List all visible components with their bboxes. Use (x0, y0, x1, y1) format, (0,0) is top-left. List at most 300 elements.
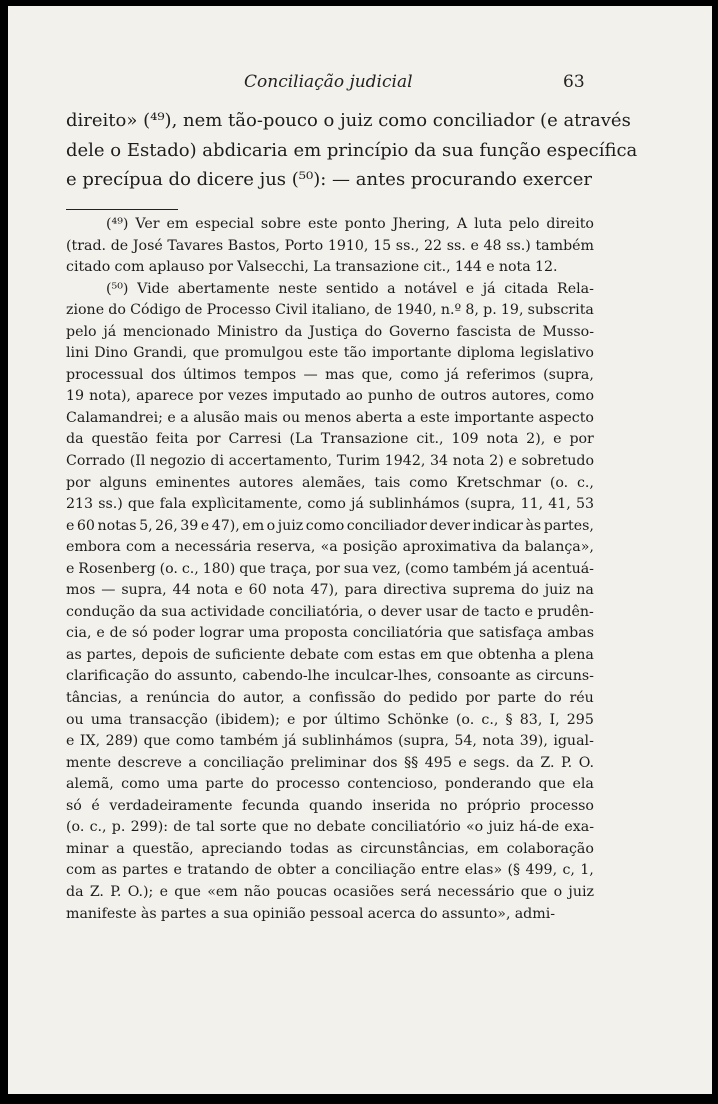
word: o (266, 517, 276, 534)
word: partes (160, 905, 207, 922)
word: «a (320, 539, 338, 556)
word: a (210, 905, 220, 922)
word: e (470, 237, 479, 254)
word: fascista (456, 323, 512, 340)
word: tratando (187, 862, 250, 879)
word: 19, (500, 302, 524, 319)
word: notas (97, 517, 137, 534)
word: pelo (66, 323, 97, 340)
word: circunstâncias, (360, 840, 470, 857)
word: a (321, 862, 330, 879)
word: conciliatória, (269, 603, 364, 620)
word: outros (440, 388, 487, 405)
word: 11, (520, 496, 544, 513)
word: 15 (373, 237, 392, 254)
word: dever (429, 517, 470, 534)
word: ao (345, 388, 363, 405)
word: em (476, 840, 499, 857)
word: Código (130, 302, 181, 319)
footnote-50-line (66, 904, 594, 926)
word: às (525, 517, 542, 534)
word: 295 (566, 711, 594, 728)
word: usar (425, 603, 458, 620)
word: inserida (372, 797, 431, 814)
word: por (208, 259, 233, 276)
word: estas (378, 646, 416, 663)
text-line: e precípua do dicere jus (⁵⁰): — antes procurando exercer (66, 169, 592, 190)
footnote-50-line (66, 516, 594, 538)
word: 12. (534, 259, 558, 276)
footnote-50-line (66, 559, 594, 581)
word: vez, (372, 560, 401, 577)
word: (supra, (464, 496, 516, 513)
word: ocasiões (333, 883, 395, 900)
word: punho (367, 388, 413, 405)
word: em (166, 216, 189, 232)
word: réu (569, 690, 594, 707)
word: 289) (105, 733, 139, 750)
word: segs. (473, 754, 510, 771)
word: para (344, 582, 378, 599)
word: «em (207, 883, 238, 900)
word: § (505, 711, 513, 728)
word: menos (304, 409, 352, 426)
word: que (538, 776, 566, 793)
word: de (184, 302, 203, 319)
word: promulgou (224, 345, 303, 362)
footnote-50-line (66, 796, 594, 818)
word: IX, (79, 733, 101, 750)
word: que, (361, 366, 393, 383)
word: ambas (547, 625, 594, 642)
word: não (244, 883, 271, 900)
word: mencionado (122, 323, 211, 340)
word: elas» (464, 862, 503, 879)
word: Grandi, (133, 345, 188, 362)
word: referimos (466, 366, 536, 383)
word: embora (66, 539, 121, 556)
word: ss. (446, 237, 466, 254)
word: sua (343, 560, 369, 577)
word: 8, (465, 302, 479, 319)
word: de (173, 819, 191, 836)
word: de (418, 388, 436, 405)
word: sublinhámos (368, 496, 460, 513)
word: c., (576, 474, 594, 491)
word: A (456, 216, 468, 232)
word: tempos (243, 366, 297, 383)
footnote-50-line (66, 300, 594, 322)
word: manifeste (66, 905, 137, 922)
word: a (541, 646, 550, 663)
word: direito (546, 216, 594, 232)
word: como (555, 388, 594, 405)
word: poucas (276, 883, 327, 900)
word: há-de (519, 819, 560, 836)
word: dos (150, 366, 176, 383)
word: do (154, 668, 172, 685)
word: exa- (564, 819, 594, 836)
running-title: Conciliação judicial (244, 72, 413, 92)
word: Bastos, (227, 237, 280, 254)
word: posição (343, 539, 398, 556)
word: conciliatória (352, 625, 443, 642)
word: 19 (66, 388, 85, 405)
word: sobre (260, 216, 301, 232)
word: autores, (491, 388, 551, 405)
word: as (101, 862, 118, 879)
word: accertamento, (228, 453, 333, 470)
word: dos (372, 754, 398, 771)
word: ss.) (98, 496, 123, 513)
word: 60 (248, 582, 267, 599)
word: ou (282, 409, 300, 426)
word: Turim (336, 453, 381, 470)
word: directiva (383, 582, 447, 599)
word: com (343, 646, 374, 663)
word: também (452, 560, 512, 577)
footnote-50-line (66, 774, 594, 796)
word: sobretudo (521, 453, 594, 470)
word: (o. (66, 819, 85, 836)
word: só (132, 625, 148, 642)
word: Tavares (167, 237, 224, 254)
word: Ministro (216, 323, 278, 340)
word: supra, (121, 582, 167, 599)
word: juiz (544, 582, 571, 599)
word: da (516, 754, 534, 771)
footnote-50-line (66, 473, 594, 495)
word: importante (454, 409, 535, 426)
word: suficiente (215, 646, 286, 663)
word: conciliatório (370, 819, 461, 836)
word: já (515, 560, 529, 577)
word: Porto (284, 237, 324, 254)
word: e (159, 883, 169, 900)
word: reserva, (256, 539, 316, 556)
word: debate (316, 819, 366, 836)
word: quando (309, 797, 363, 814)
word: (⁴⁹) (106, 216, 129, 232)
word: sua (161, 603, 187, 620)
word: O.); (127, 883, 154, 900)
word: c., (89, 819, 107, 836)
word: como (409, 474, 448, 491)
word: dever (380, 603, 422, 620)
word: e (553, 431, 562, 448)
word: por (465, 690, 490, 707)
footnote-50-line (66, 429, 594, 451)
word: que (447, 625, 475, 642)
word: mos (66, 582, 96, 599)
word: sublinhámos (302, 733, 393, 750)
word: de (374, 302, 392, 319)
word: (supra, (543, 366, 594, 383)
word: debate (289, 646, 339, 663)
word: a (188, 754, 197, 771)
footnotes (66, 214, 594, 925)
word: Rela- (557, 280, 594, 297)
word: alemães, (302, 474, 366, 491)
word: explìcitamente, (191, 496, 303, 513)
word: traça, (269, 560, 312, 577)
word: lograr (199, 625, 244, 642)
word: ss., (395, 237, 420, 254)
footnote-50-line (66, 602, 594, 624)
word: §§ (404, 754, 419, 771)
word: aparece (136, 388, 194, 405)
word: pessoal (309, 905, 364, 922)
word: e (66, 560, 75, 577)
word: de (461, 603, 480, 620)
word: (ibidem); (214, 711, 280, 728)
word: da (284, 323, 303, 340)
word: 5, (139, 517, 153, 534)
word: da (501, 539, 520, 556)
word: do (108, 302, 126, 319)
word: 1940, (396, 302, 437, 319)
word: 83, (519, 711, 543, 728)
word: sua (223, 905, 249, 922)
word: parte (205, 776, 244, 793)
word: prudên- (537, 603, 594, 620)
word: 1910, (327, 237, 369, 254)
word: P. (110, 883, 122, 900)
word: obter (277, 862, 316, 879)
word: «o (465, 819, 484, 836)
word: sentido (325, 280, 379, 297)
word: do (383, 690, 402, 707)
footnote-50-line (66, 322, 594, 344)
word: partes, (543, 517, 594, 534)
word: do (419, 905, 438, 922)
word: só (66, 797, 82, 814)
word: uma (167, 776, 199, 793)
word: fecunda (242, 797, 300, 814)
footnote-50-line (66, 753, 594, 775)
word: 2), (526, 431, 546, 448)
word: Corrado (66, 453, 126, 470)
word: no (439, 797, 458, 814)
word: aspecto (538, 409, 594, 426)
word: este (420, 409, 450, 426)
word: por (198, 388, 224, 405)
footnote-50-line (66, 839, 594, 861)
word: Musso- (542, 323, 594, 340)
word: tão (343, 345, 367, 362)
word: do (251, 776, 269, 793)
word: neste (278, 280, 318, 297)
word: pedido (408, 690, 458, 707)
word: de (254, 862, 272, 879)
word: e (200, 517, 210, 534)
word: da (66, 431, 84, 448)
word: que (174, 883, 201, 900)
footnote-50-line (66, 451, 594, 473)
word: igual- (553, 733, 594, 750)
word: já (350, 496, 364, 513)
word: nota (486, 431, 519, 448)
word: de (109, 625, 128, 642)
word: subscrita (527, 302, 594, 319)
word: este (308, 345, 339, 362)
footnote-50-line (66, 623, 594, 645)
word: como (121, 776, 160, 793)
word: alemã, (66, 776, 114, 793)
word: renúncia (146, 690, 210, 707)
word: do (521, 582, 539, 599)
word: importante (371, 345, 452, 362)
word: de (110, 237, 129, 254)
word: e (508, 453, 517, 470)
word: nota (452, 453, 485, 470)
word: que (261, 819, 289, 836)
word: n.º (440, 302, 462, 319)
word: poder (152, 625, 195, 642)
word: circuns- (536, 668, 594, 685)
word: 109 (451, 431, 479, 448)
main-text (66, 106, 638, 195)
word: acentuá- (531, 560, 594, 577)
word: actividade (190, 603, 265, 620)
word: (o. (549, 474, 569, 491)
word: ela (572, 776, 594, 793)
word: I, (549, 711, 560, 728)
word: da (139, 603, 157, 620)
word: uma (90, 711, 122, 728)
word: necessária (174, 539, 252, 556)
word: por (66, 474, 91, 491)
word: cabendo-lhe (242, 668, 330, 685)
word: juiz (488, 819, 514, 836)
word: Transazione (320, 431, 409, 448)
word: nota), (89, 388, 132, 405)
word: com (114, 259, 145, 276)
word: verdadeiramente (109, 797, 233, 814)
word: citada (504, 280, 549, 297)
word: também (535, 237, 594, 254)
word: suprema (452, 582, 516, 599)
word: descreve (117, 754, 182, 771)
word: 1942, (384, 453, 426, 470)
word: em (242, 517, 265, 534)
footnote-50-line (66, 365, 594, 387)
word: no (293, 819, 312, 836)
word: aproximativa (402, 539, 497, 556)
word: e (173, 862, 182, 879)
word: (trad. (66, 237, 107, 254)
word: 213 (66, 496, 94, 513)
word: a (116, 840, 125, 857)
word: tais (374, 474, 401, 491)
footnote-50-line (66, 580, 594, 602)
word: às (140, 905, 157, 922)
word: c., (481, 711, 499, 728)
word: as (66, 646, 82, 663)
word: autor, (243, 690, 285, 707)
word: as (515, 668, 532, 685)
word: e (96, 625, 105, 642)
word: contencioso, (347, 776, 438, 793)
word: (o. (455, 711, 475, 728)
word: entre (420, 862, 460, 879)
word: (Il (129, 453, 146, 470)
word: a (129, 690, 139, 707)
word: como (175, 733, 215, 750)
word: balança», (524, 539, 594, 556)
word: 26, (155, 517, 178, 534)
word: opinião (252, 905, 306, 922)
word: o (553, 883, 563, 900)
word: — (101, 582, 116, 599)
word: cit., (416, 431, 444, 448)
word: Civil (275, 302, 308, 319)
footnote-50-line (66, 408, 594, 430)
word: 41, (548, 496, 571, 513)
word: da (66, 883, 84, 900)
word: confissão (308, 690, 376, 707)
word: como (307, 496, 346, 513)
word: feita (155, 431, 189, 448)
word: 60 (76, 517, 95, 534)
word: 1, (580, 862, 594, 879)
word: por (569, 431, 594, 448)
word: preliminar (290, 754, 367, 771)
word: 47), (310, 582, 339, 599)
word: alguns (99, 474, 147, 491)
word: com (125, 539, 156, 556)
word: colaboração (506, 840, 594, 857)
word: diploma (457, 345, 515, 362)
footnote-50-line (66, 688, 594, 710)
word: c, (562, 862, 575, 879)
word: 499, (525, 862, 558, 879)
word: O. (578, 754, 594, 771)
word: tâncias, (66, 690, 123, 707)
word: por (196, 431, 221, 448)
word: 495 (424, 754, 452, 771)
word: lini (66, 345, 89, 362)
word: 48 (483, 237, 502, 254)
word: autores (238, 474, 294, 491)
word: apreciando (201, 840, 282, 857)
word: será (400, 883, 432, 900)
word: questão, (132, 840, 194, 857)
word: (§ (507, 862, 521, 879)
footnote-50-line (66, 386, 594, 408)
word: aberta (355, 409, 403, 426)
footnote-50-line (66, 666, 594, 688)
word: processo (276, 776, 340, 793)
word: satisfaça (479, 625, 543, 642)
word: e (458, 754, 467, 771)
word: 144 (454, 259, 482, 276)
word: partes (122, 862, 169, 879)
word: a (407, 409, 416, 426)
word: 39), (519, 733, 548, 750)
word: e (66, 733, 75, 750)
word: (como (404, 560, 449, 577)
word: 54, (454, 733, 477, 750)
word: é (91, 797, 100, 814)
footnote-49-line (66, 257, 594, 279)
word: processo (530, 797, 594, 814)
word: indicar (472, 517, 523, 534)
word: tal (195, 819, 215, 836)
word: admi- (514, 905, 556, 922)
word: que (143, 733, 171, 750)
word: de (192, 646, 211, 663)
